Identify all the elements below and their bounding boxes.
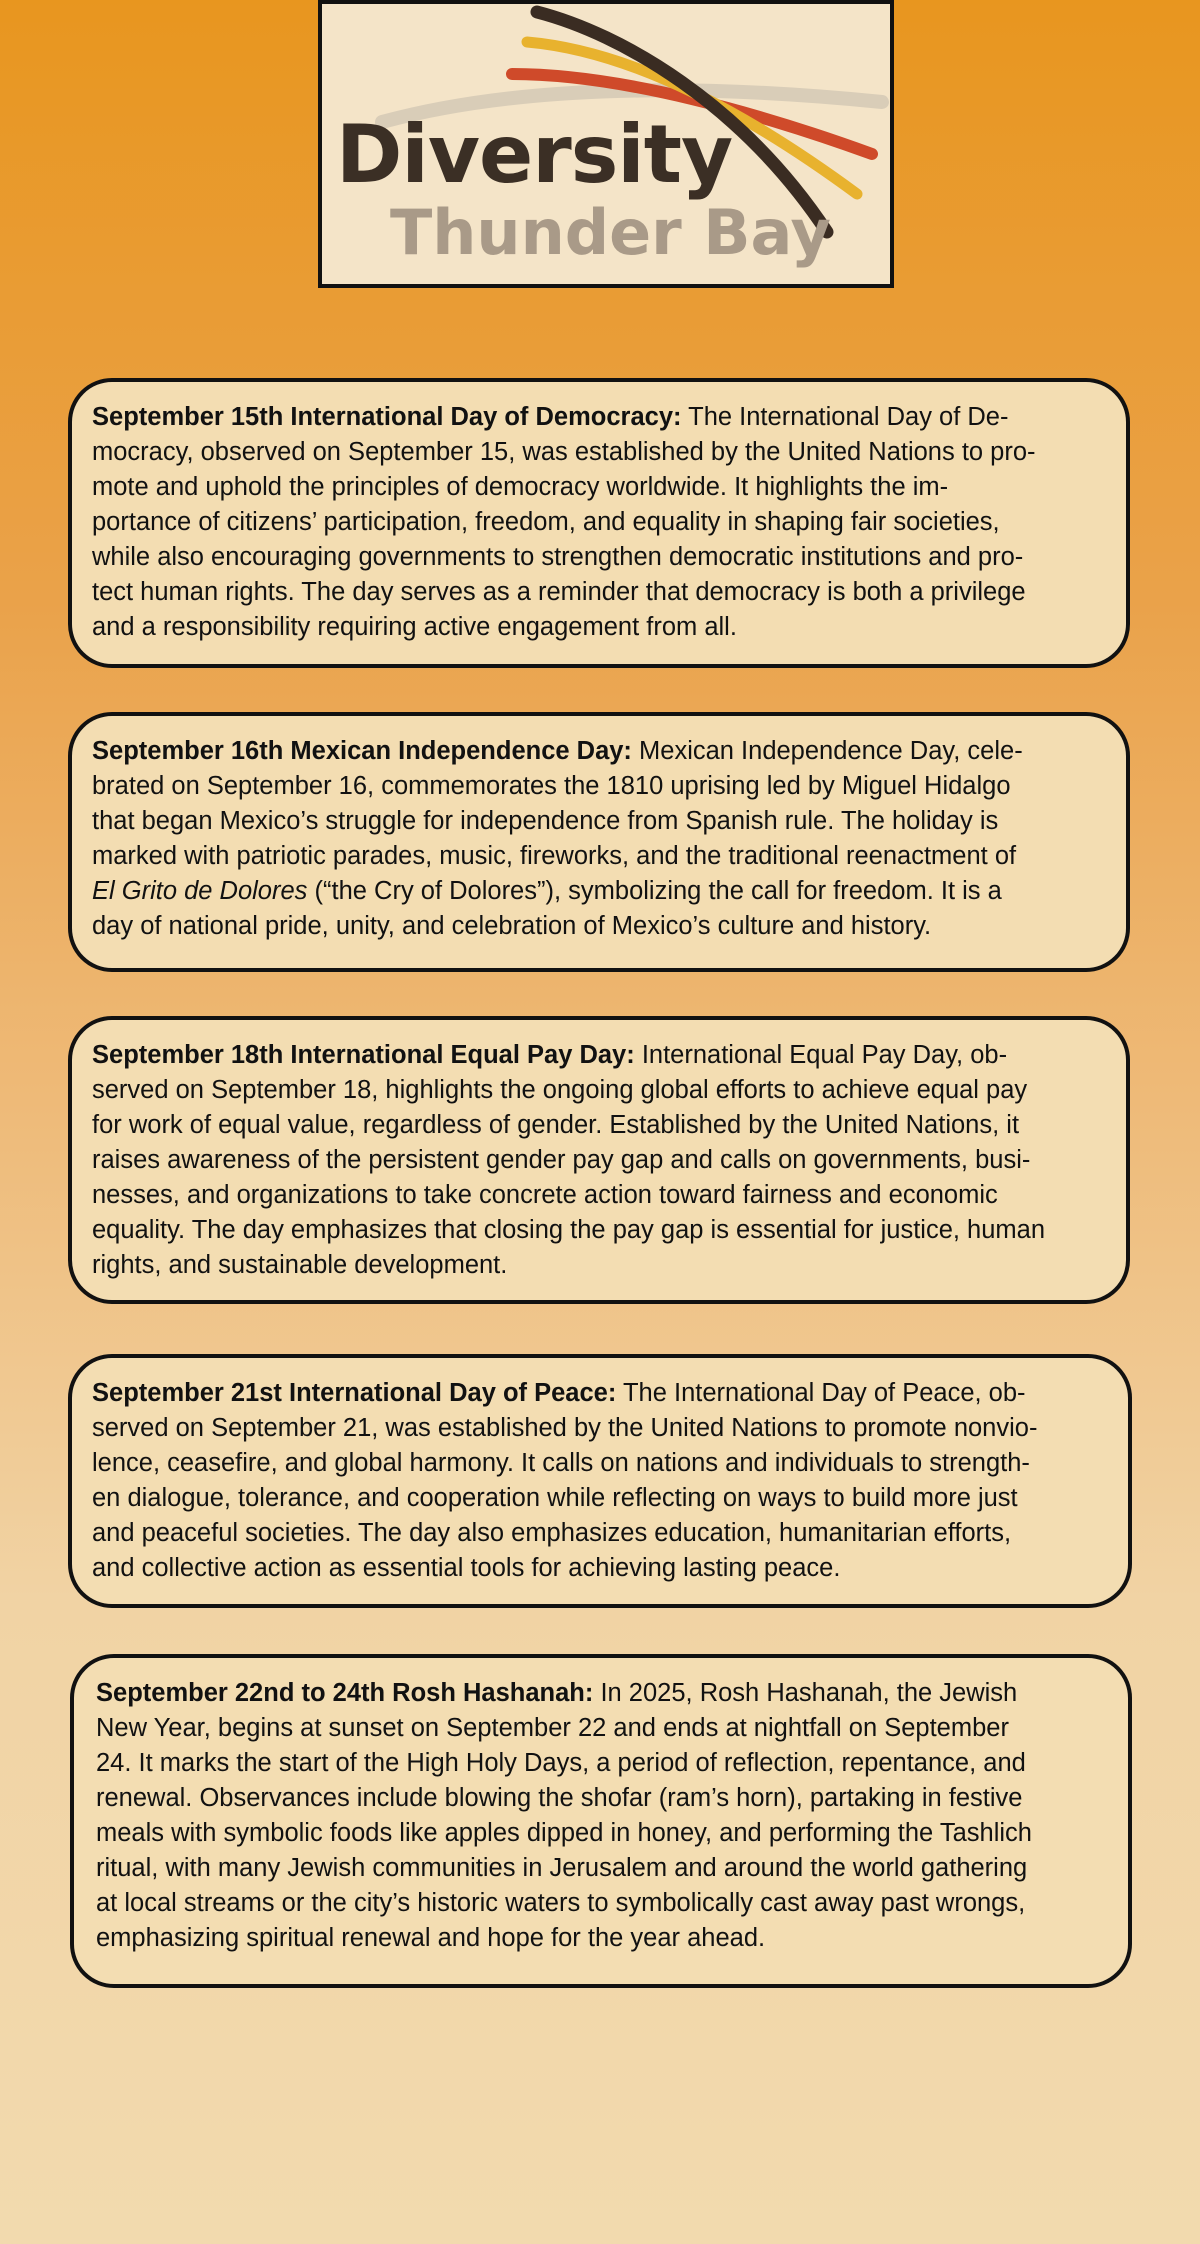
card-text-line: lence, ceasefire, and global harmony. It calls on nations and individuals to strength-	[92, 1449, 1030, 1477]
card-text-line: portance of citizens’ participation, freedom, and equality in shaping fair societies,	[92, 508, 1000, 536]
logo-word-thunder-bay: Thunder Bay	[390, 196, 831, 269]
card-first-line	[92, 1376, 1108, 1411]
card-day-of-peace	[68, 1354, 1132, 1608]
card-text-line: mote and uphold the principles of democracy worldwide. It highlights the im-	[92, 473, 949, 501]
card-text-after-italic: (“the Cry of Dolores”), symbolizing the call for freedom. It is a	[314, 877, 1002, 905]
card-heading: September 16th Mexican Independence Day:	[92, 737, 632, 765]
card-heading: September 15th International Day of Democracy:	[92, 403, 682, 431]
card-first-line	[96, 1676, 1108, 1711]
card-text-line: served on September 18, highlights the ongoing global efforts to achieve equal pay	[92, 1076, 1028, 1104]
card-text-line: served on September 21, was established by the United Nations to promote nonvio-	[92, 1414, 1038, 1442]
card-text-line: brated on September 16, commemorates the 1810 uprising led by Miguel Hidalgo	[92, 772, 1011, 800]
card-text-line: raises awareness of the persistent gender pay gap and calls on governments, busi-	[92, 1146, 1031, 1174]
card-text-line: 24. It marks the start of the High Holy Days, a period of reflection, repentance, and	[96, 1749, 1026, 1777]
card-text-line: that began Mexico’s struggle for independence from Spanish rule. The holiday is	[92, 807, 999, 835]
card-text-line: rights, and sustainable development.	[92, 1251, 508, 1279]
card-text-line: New Year, begins at sunset on September 22 and ends at nightfall on September	[96, 1714, 1009, 1742]
card-text-line: The International Day of De-	[688, 403, 1009, 431]
card-text-line: The International Day of Peace, ob-	[622, 1379, 1026, 1407]
card-text-line: and collective action as essential tools for achieving lasting peace.	[92, 1554, 841, 1582]
card-mexican-independence-day	[68, 712, 1130, 972]
card-italic-text: El Grito de Dolores	[92, 877, 308, 905]
card-heading: September 21st International Day of Peace:	[92, 1379, 617, 1407]
card-heading: September 18th International Equal Pay Day:	[92, 1041, 635, 1069]
logo-word-diversity: Diversity	[336, 108, 733, 201]
card-text-line: tect human rights. The day serves as a reminder that democracy is both a privilege	[92, 578, 1026, 606]
card-text-line: Mexican Independence Day, cele-	[639, 737, 1023, 765]
card-text-line: meals with symbolic foods like apples dipped in honey, and performing the Tashlich	[96, 1819, 1032, 1847]
card-text-line: ritual, with many Jewish communities in Jerusalem and around the world gathering	[96, 1854, 1028, 1882]
card-democracy-day	[68, 378, 1130, 668]
card-text-line: day of national pride, unity, and celebration of Mexico’s culture and history.	[92, 912, 932, 940]
card-first-line	[92, 1038, 1106, 1073]
card-text-line	[92, 874, 1106, 909]
card-text-line: and a responsibility requiring active engagement from all.	[92, 613, 737, 641]
card-rosh-hashanah	[70, 1654, 1132, 1988]
card-text-line: emphasizing spiritual renewal and hope for the year ahead.	[96, 1924, 766, 1952]
diversity-thunder-bay-logo	[318, 0, 894, 288]
card-text-line: International Equal Pay Day, ob-	[641, 1041, 1008, 1069]
card-text-line: nesses, and organizations to take concrete action toward fairness and economic	[92, 1181, 998, 1209]
card-text-line: en dialogue, tolerance, and cooperation while reflecting on ways to build more just	[92, 1484, 1018, 1512]
card-text-line: equality. The day emphasizes that closing the pay gap is essential for justice, human	[92, 1216, 1046, 1244]
card-text-line: while also encouraging governments to strengthen democratic institutions and pro-	[92, 543, 1024, 571]
card-first-line	[92, 400, 1106, 435]
card-text-line: mocracy, observed on September 15, was established by the United Nations to pro-	[92, 438, 1036, 466]
card-text-line: marked with patriotic parades, music, fireworks, and the traditional reenactment of	[92, 842, 1017, 870]
card-heading: September 22nd to 24th Rosh Hashanah:	[96, 1679, 594, 1707]
card-text-line: renewal. Observances include blowing the shofar (ram’s horn), partaking in festive	[96, 1784, 1023, 1812]
card-equal-pay-day	[68, 1016, 1130, 1304]
card-text-line: and peaceful societies. The day also emphasizes education, humanitarian efforts,	[92, 1519, 1012, 1547]
card-first-line	[92, 734, 1106, 769]
card-text-line: In 2025, Rosh Hashanah, the Jewish	[600, 1679, 1018, 1707]
card-text-line: at local streams or the city’s historic waters to symbolically cast away past wrongs,	[96, 1889, 1026, 1917]
card-text-line: for work of equal value, regardless of gender. Established by the United Nations, it	[92, 1111, 1020, 1139]
